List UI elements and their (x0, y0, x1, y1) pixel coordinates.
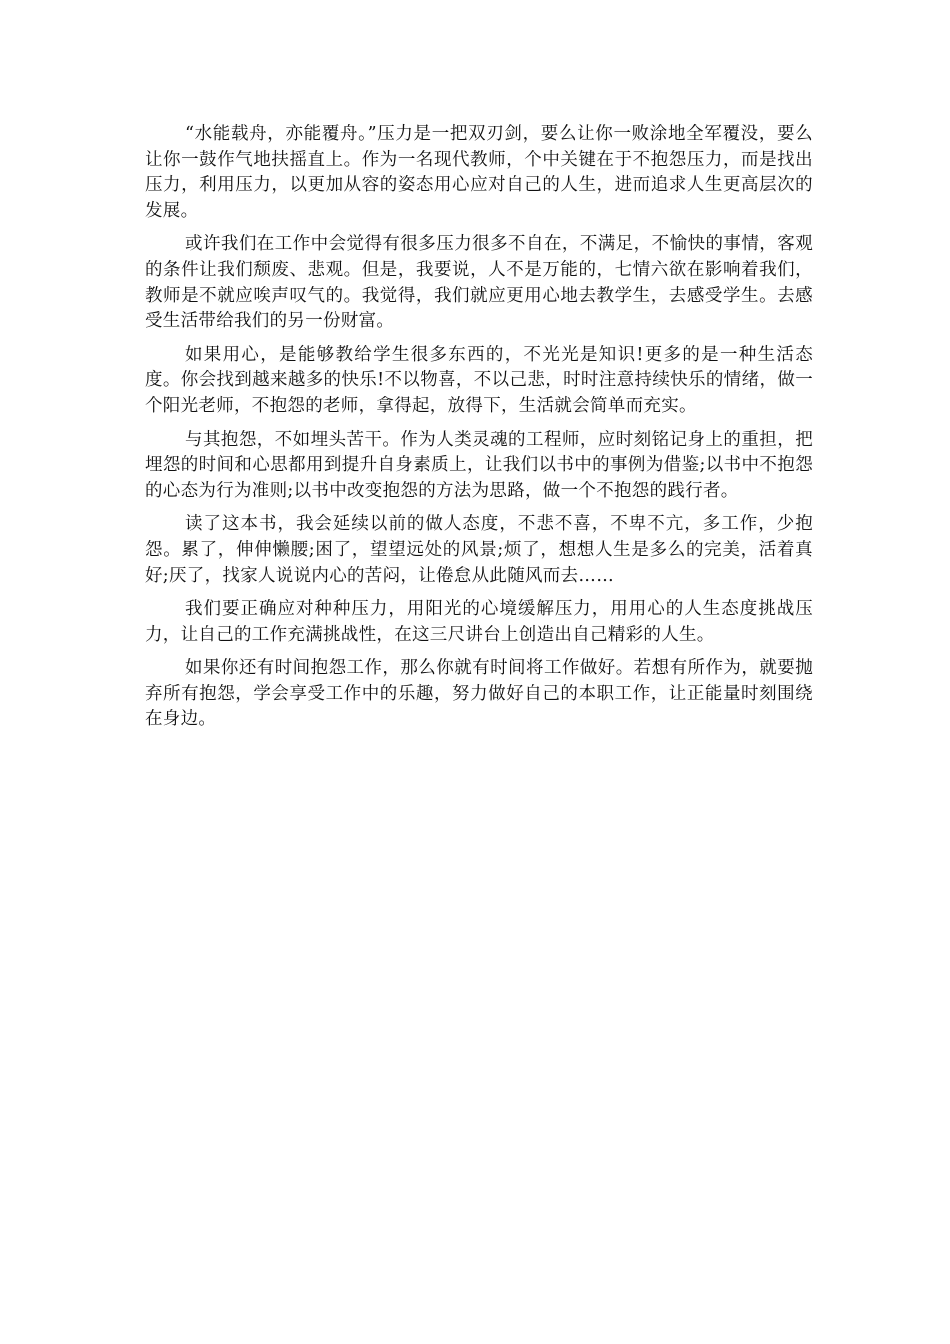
paragraph: 如果你还有时间抱怨工作，那么你就有时间将工作做好。若想有所作为，就要抛弃所有抱怨，学会享受工作中的乐趣，努力做好自己的本职工作，让正能量时刻围绕在身边。 (145, 658, 813, 730)
paragraph: 与其抱怨，不如埋头苦干。作为人类灵魂的工程师，应时刻铭记身上的重担，把埋怨的时间和心思都用到提升自身素质上，让我们以书中的事例为借鉴;以书中不抱怨的心态为行为准则;以书中改变抱怨的方法为思路，做一个不抱怨的践行者。 (145, 429, 813, 501)
paragraph: 如果用心，是能够教给学生很多东西的，不光光是知识!更多的是一种生活态度。你会找到越来越多的快乐!不以物喜，不以己悲，时时注意持续快乐的情绪，做一个阳光老师，不抱怨的老师，拿得起，放得下，生活就会简单而充实。 (145, 344, 813, 416)
paragraph: 我们要正确应对种种压力，用阳光的心境缓解压力，用用心的人生态度挑战压力，让自己的工作充满挑战性，在这三尺讲台上创造出自己精彩的人生。 (145, 599, 813, 645)
paragraph: 或许我们在工作中会觉得有很多压力很多不自在，不满足，不愉快的事情，客观的条件让我们颓废、悲观。但是，我要说，人不是万能的，七情六欲在影响着我们，教师是不就应唉声叹气的。我觉得，我们就应更用心地去教学生，去感受学生。去感受生活带给我们的另一份财富。 (145, 234, 813, 332)
document-body (145, 122, 813, 741)
paragraph: 读了这本书，我会延续以前的做人态度，不悲不喜，不卑不亢，多工作，少抱怨。累了，伸伸懒腰;困了，望望远处的风景;烦了，想想人生是多么的完美，活着真好;厌了，找家人说说内心的苦闷，让倦怠从此随风而去…… (145, 514, 813, 586)
paragraph: “水能载舟，亦能覆舟。”压力是一把双刃剑，要么让你一败涂地全军覆没，要么让你一鼓作气地扶摇直上。作为一名现代教师，个中关键在于不抱怨压力，而是找出压力，利用压力，以更加从容的姿态用心应对自己的人生，进而追求人生更高层次的发展。 (145, 124, 813, 221)
